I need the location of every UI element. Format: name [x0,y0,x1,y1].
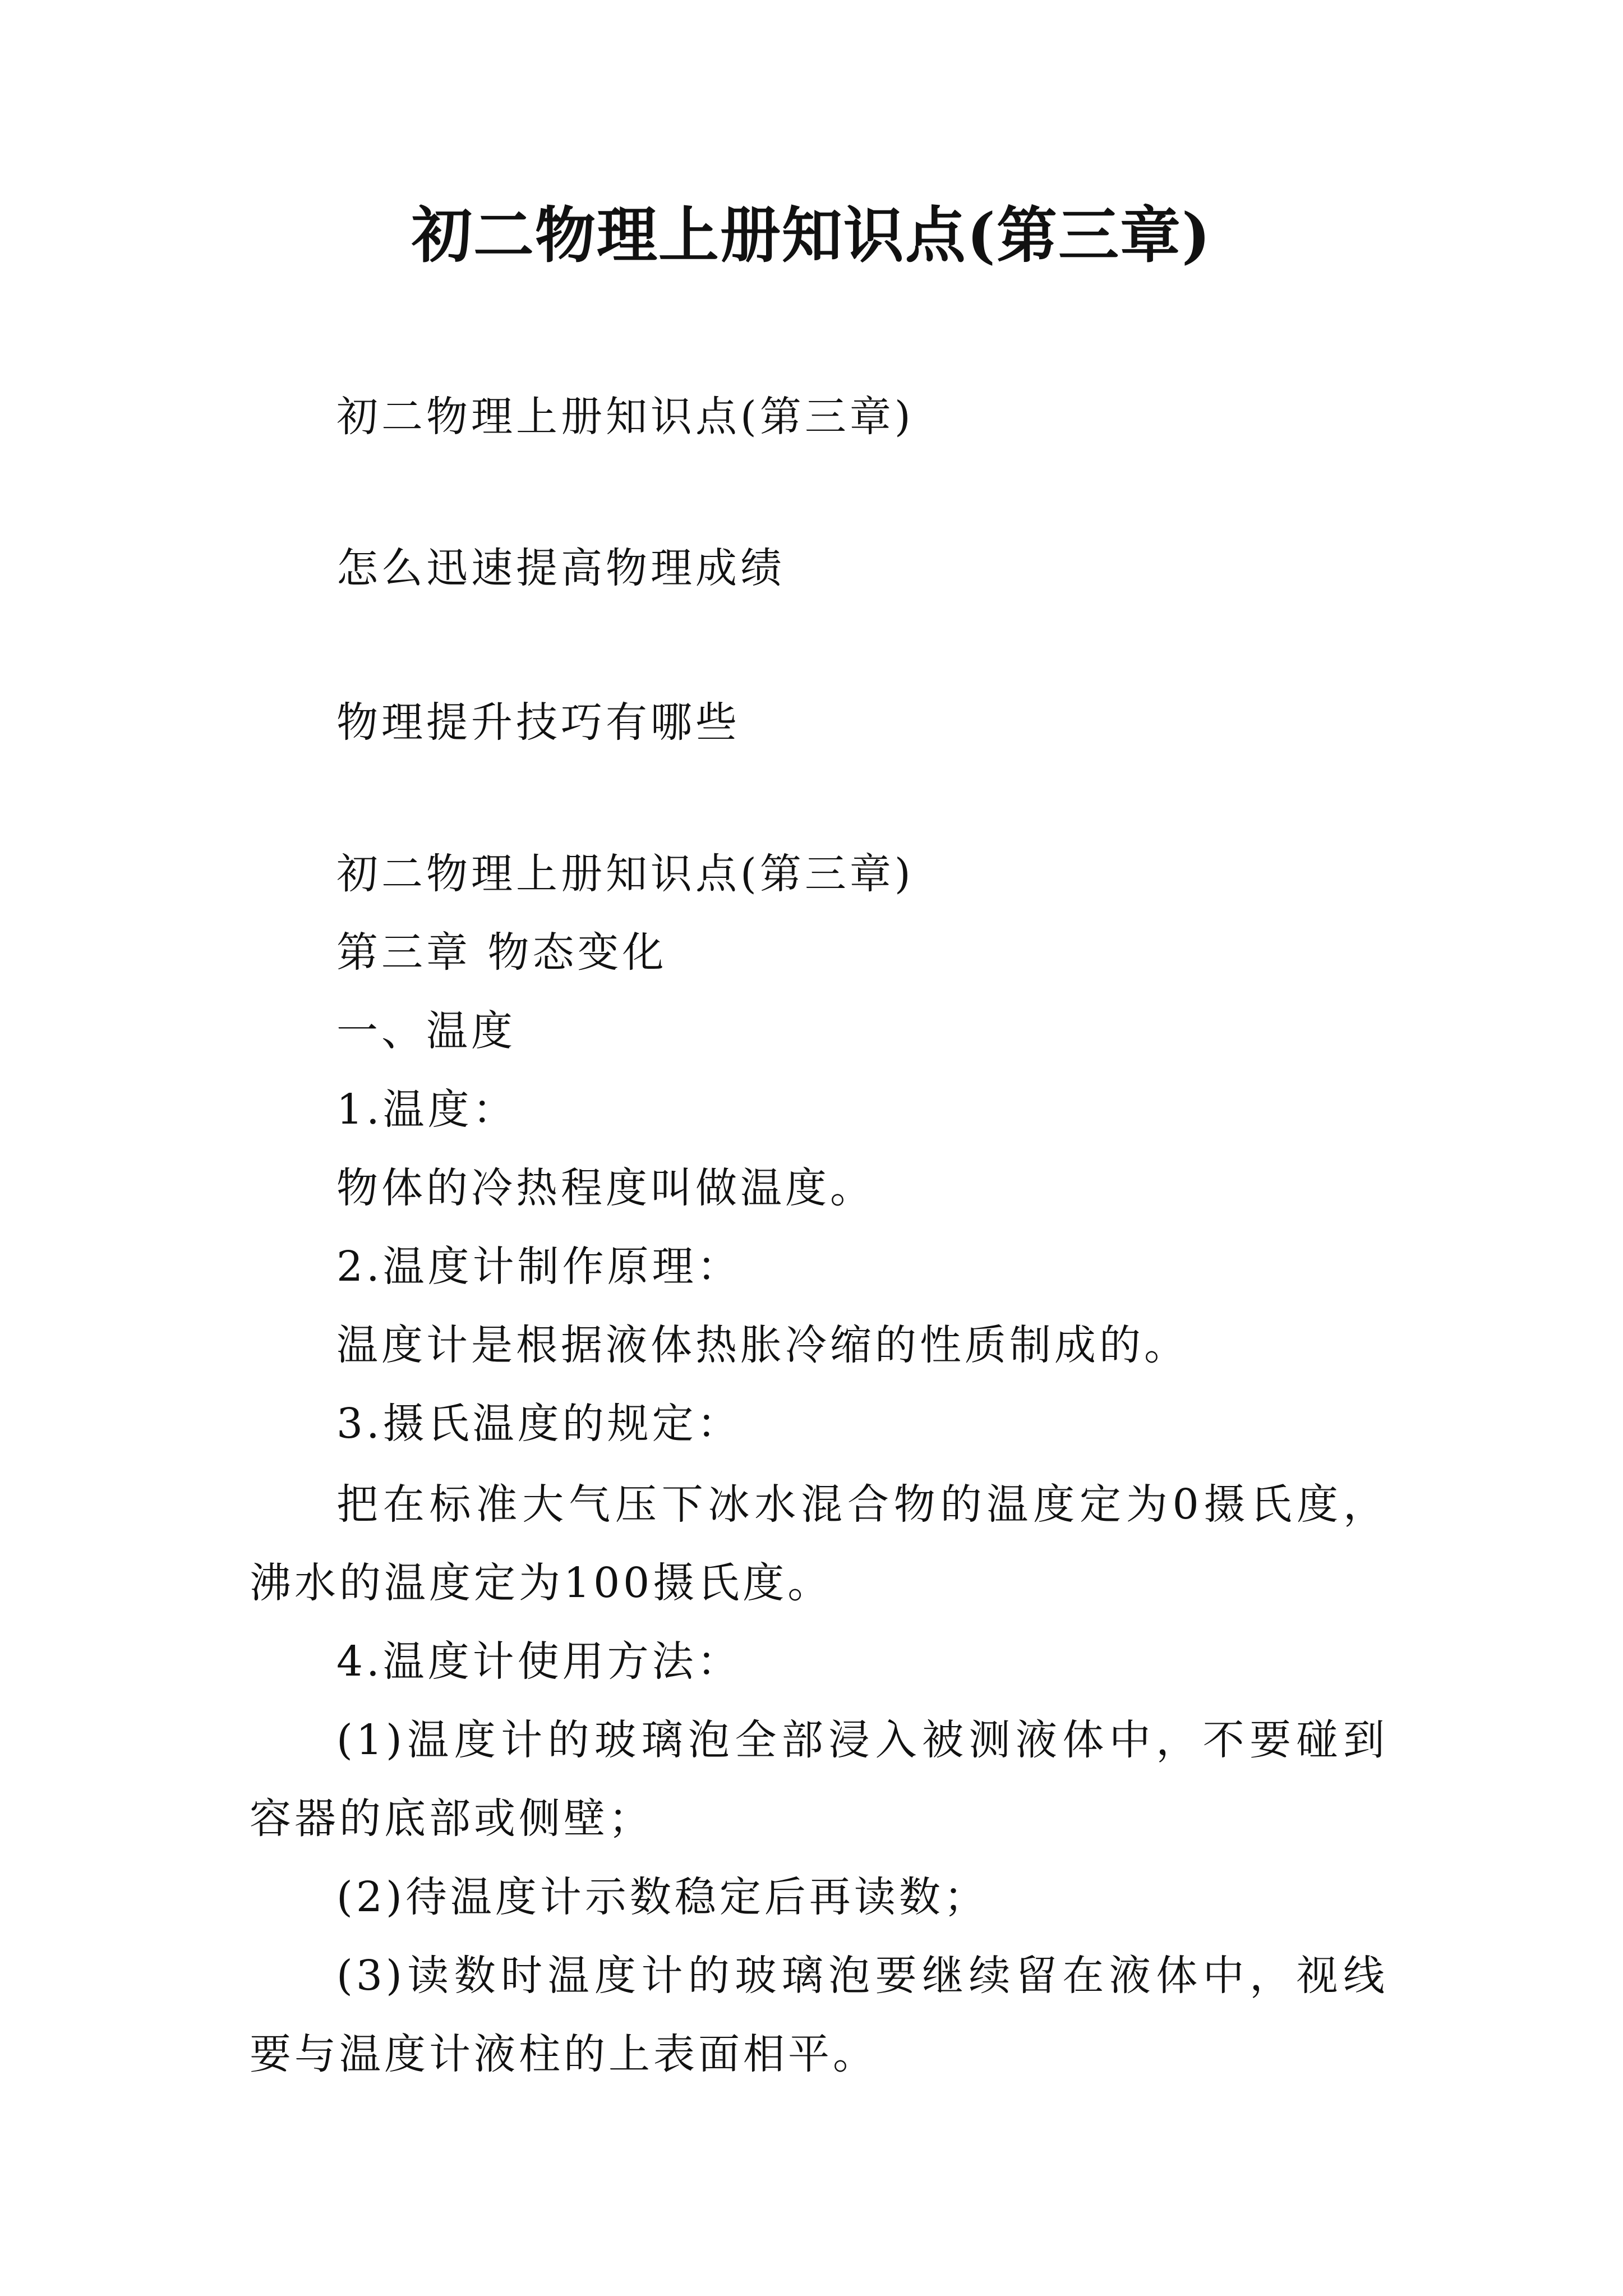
item-heading-3: 3.摄氏温度的规定： [336,1400,742,1448]
usage-step-3: (3)读数时温度计的玻璃泡要继续留在液体中，视线要与温度计液柱的上表面相平。 [250,1952,1388,2078]
item-heading-4: 4.温度计使用方法： [336,1637,742,1686]
document-title: 初二物理上册知识点(第三章) [411,200,1212,271]
subheading-improve-grades: 怎么迅速提高物理成绩 [336,544,785,592]
chapter-heading: 第三章 物态变化 [336,928,667,977]
subheading-tips: 物理提升技巧有哪些 [336,698,740,747]
usage-step-1: (1)温度计的玻璃泡全部浸入被测液体中，不要碰到容器的底部或侧壁； [250,1716,1388,1843]
item-heading-1: 1.温度： [336,1085,518,1134]
item-text-2: 温度计是根据液体热胀冷缩的性质制成的。 [336,1321,1189,1369]
subheading-chapter-notes: 初二物理上册知识点(第三章) [336,393,914,441]
section-heading: 初二物理上册知识点(第三章) [336,850,914,898]
part-heading-temperature: 一、温度 [336,1007,516,1055]
item-heading-2: 2.温度计制作原理： [336,1243,742,1291]
celsius-definition-paragraph: 把在标准大气压下冰水混合物的温度定为0摄氏度，沸水的温度定为100摄氏度。 [250,1480,1388,1607]
usage-step-2: (2)待温度计示数稳定后再读数； [336,1873,989,1921]
item-text-1: 物体的冷热程度叫做温度。 [336,1164,875,1212]
